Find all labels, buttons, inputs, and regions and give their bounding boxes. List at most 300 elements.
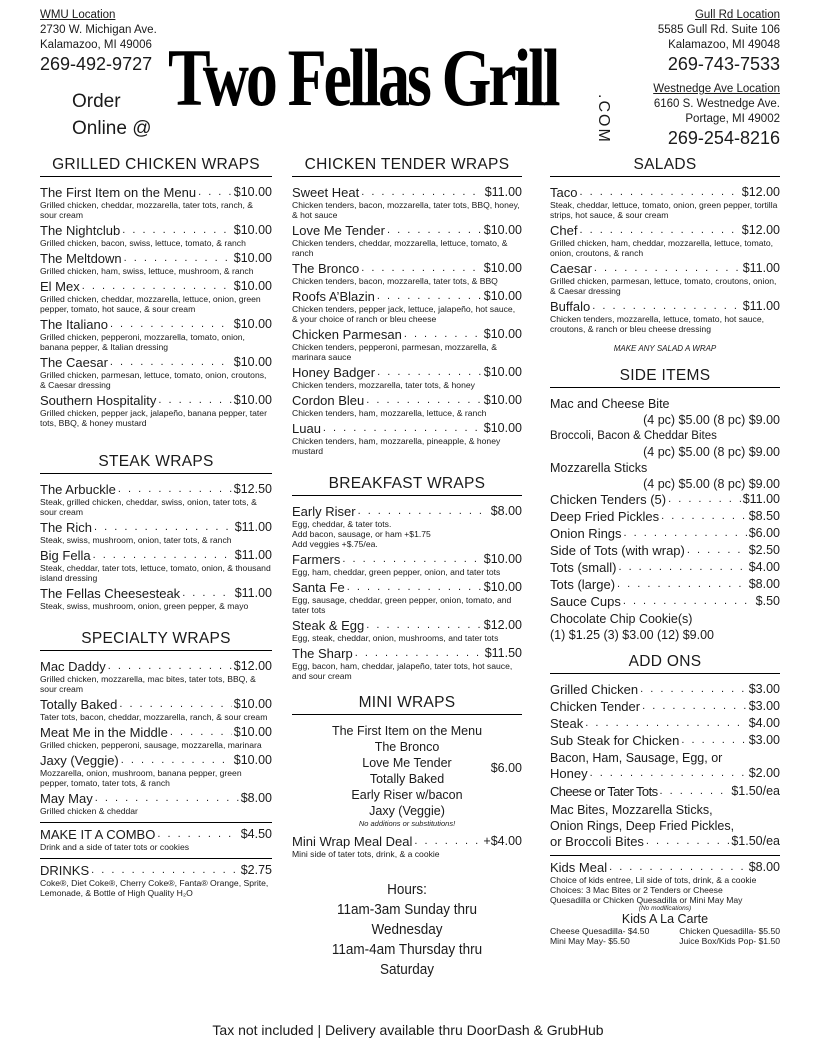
menu-item: [550, 560, 780, 575]
leader-dots: [358, 504, 489, 519]
menu-item-desc: Chicken tenders, pepper jack, lettuce, jalapeño, hot sauce, & your choice of ranch or bleu cheese: [292, 304, 516, 324]
menu-item-name: Steak: [550, 716, 584, 731]
leader-dots: [659, 784, 729, 799]
menu-item-desc: Chicken tenders, cheddar, mozzarella, lettuce, tomato, & ranch: [292, 238, 508, 258]
westnedge-location: [653, 82, 780, 149]
menu-item-name: Southern Hospitality: [40, 393, 157, 408]
menu-item-name: The Fellas Cheesesteak: [40, 586, 181, 601]
menu-item: [40, 791, 272, 816]
addon-cheese: [550, 784, 780, 799]
menu-item-name: Roofs A’Blazin: [292, 289, 375, 304]
menu-item-row: [40, 586, 272, 601]
addon-honey-price: $2.00: [748, 766, 780, 780]
addon-cheese-name: Cheese or Tater Tots: [550, 784, 658, 799]
gull-location-name: Gull Rd Location: [694, 9, 780, 21]
sides-list: [550, 492, 780, 609]
gull-street: 5585 Gull Rd. Suite 106: [657, 24, 780, 36]
menu-item-name: May May: [40, 791, 93, 806]
section-title-mini: MINI WRAPS: [292, 694, 522, 715]
brand-logo: Two Fellas Grill: [168, 32, 558, 123]
gull-phone[interactable]: 269-743-7533: [667, 54, 780, 74]
menu-item-price: $8.00: [240, 791, 272, 805]
menu-item-desc: Egg, ham, cheddar, green pepper, onion, and tater tots: [292, 567, 501, 577]
menu-item-row: [292, 580, 522, 595]
menu-item-price: $10.00: [233, 279, 272, 293]
kids-note: (No modifications): [638, 905, 692, 912]
menu-item: [40, 697, 272, 722]
menu-item-row: [292, 552, 522, 567]
menu-item: [550, 261, 780, 296]
side-name: Mozzarella Sticks: [550, 461, 648, 475]
menu-item: [550, 526, 780, 541]
menu-item: [292, 421, 522, 456]
menu-item-name: The Nightclub: [40, 223, 121, 238]
menu-item-row: [40, 725, 272, 740]
menu-item-name: Tots (small): [550, 560, 617, 575]
menu-item-row: [40, 548, 272, 563]
menu-item-price: $10.00: [483, 261, 522, 275]
menu-item-name: Cordon Bleu: [292, 393, 365, 408]
menu-item: [40, 223, 272, 248]
menu-item-row: [550, 733, 780, 748]
menu-item-desc: Grilled chicken & cheddar: [40, 806, 138, 816]
menu-item: [550, 682, 780, 697]
menu-item-name: Sauce Cups: [550, 594, 621, 609]
menu-item-price: $11.00: [742, 492, 780, 506]
menu-item-price: $12.50: [233, 482, 272, 496]
leader-dots: [618, 560, 746, 575]
menu-item-desc: Egg, sausage, cheddar, green pepper, onion, tomato, and tater tots: [292, 595, 512, 615]
menu-item-name: Tots (large): [550, 577, 616, 592]
carte-item: Mini May May- $5.50: [550, 936, 630, 946]
addon-honey-name: Honey: [550, 766, 588, 781]
menu-item: [550, 594, 780, 609]
menu-item-row: [40, 251, 272, 266]
menu-item-row: [40, 697, 272, 712]
menu-item-desc: Grilled chicken, mozzarella, mac bites, tater tots, BBQ, & sour cream: [40, 674, 256, 694]
leader-dots: [624, 526, 747, 541]
menu-item-row: [292, 289, 522, 304]
leader-dots: [668, 492, 741, 507]
menu-item: [40, 520, 272, 545]
menu-item-desc: Tater tots, bacon, cheddar, mozzarella, ranch, & sour cream: [40, 712, 268, 722]
drinks-price: $2.75: [240, 863, 272, 877]
menu-item-name: Farmers: [292, 552, 341, 567]
menu-item-desc: Chicken tenders, pepperoni, parmesan, mozzarella, & marinara sauce: [292, 342, 497, 362]
menu-item: [40, 753, 272, 788]
meal-deal-item: [292, 834, 522, 859]
steak-list: [40, 482, 272, 611]
leader-dots: [95, 791, 239, 806]
menu-item-desc: Steak, cheddar, tater tots, lettuce, tomato, onion, & thousand island dressing: [40, 563, 271, 583]
menu-item-price: $10.00: [233, 185, 272, 199]
menu-item: [40, 355, 272, 390]
leader-dots: [157, 827, 238, 842]
menu-item: [40, 185, 272, 220]
leader-dots: [609, 860, 747, 875]
leader-dots: [661, 509, 747, 524]
menu-item-price: $8.00: [490, 504, 522, 518]
leader-dots: [108, 659, 232, 674]
menu-item-desc: Mozzarella, onion, mushroom, banana pepper, green pepper, tomato, tater tots, & ranch: [40, 768, 242, 788]
menu-item-row: [40, 185, 272, 200]
leader-dots: [640, 682, 747, 697]
leader-dots: [170, 725, 232, 740]
menu-item-name: Mac Daddy: [40, 659, 106, 674]
addon-cheese-price: $1.50/ea: [731, 784, 780, 798]
order-line-2: Online @: [72, 118, 152, 139]
leader-dots: [579, 223, 739, 238]
menu-item-row: [292, 646, 522, 661]
menu-item-desc: Steak, swiss, mushroom, onion, green pepper, & mayo: [40, 601, 249, 611]
kids-block: [550, 860, 780, 946]
menu-item-row: [550, 560, 780, 575]
menu-item: [550, 699, 780, 714]
leader-dots: [342, 552, 481, 567]
side-name: Broccoli, Bacon & Cheddar Bites: [550, 430, 717, 442]
menu-item: [292, 327, 522, 362]
menu-item-price: $8.00: [748, 577, 780, 591]
carte-item: Cheese Quesadilla- $4.50: [550, 926, 650, 936]
menu-item-price: $10.00: [483, 327, 522, 341]
menu-item: [40, 725, 272, 750]
leader-dots: [355, 646, 483, 661]
leader-dots: [414, 834, 481, 849]
menu-item-price: $11.00: [234, 520, 272, 534]
mini-wrap-item: Early Riser w/bacon: [351, 788, 463, 802]
mini-wrap-note: No additions or substitutions!: [358, 819, 456, 828]
menu-item-price: $10.00: [233, 697, 272, 711]
menu-item-row: [40, 753, 272, 768]
menu-item-name: The Arbuckle: [40, 482, 116, 497]
menu-item-row: [550, 577, 780, 592]
leader-dots: [377, 365, 482, 380]
menu-item-price: $10.00: [233, 223, 272, 237]
leader-dots: [687, 543, 747, 558]
westnedge-location-name: Westnedge Ave Location: [653, 83, 780, 95]
menu-item-name: Deep Fried Pickles: [550, 509, 660, 524]
column-right: [550, 156, 780, 946]
menu-item-desc: Egg, bacon, ham, cheddar, jalapeño, tater tots, hot sauce, and sour cream: [292, 661, 513, 681]
menu-item: [40, 393, 272, 428]
side-name: Mac and Cheese Bite: [550, 397, 670, 411]
column-middle: [292, 156, 522, 980]
hours-block: [304, 880, 511, 980]
menu-item-row: [40, 393, 272, 408]
leader-dots: [366, 393, 481, 408]
hours-title: Hours:: [387, 881, 427, 898]
menu-item-name: Chicken Tender: [550, 699, 641, 714]
combo-desc: Drink and a side of tater tots or cookies: [40, 842, 190, 852]
menu-item-desc: Grilled chicken, ham, cheddar, mozzarella, lettuce, tomato, onion, croutons, & ranch: [550, 238, 774, 258]
drinks-desc: Coke®, Diet Coke®, Cherry Coke®, Fanta® Orange, Sprite, Lemonade, & Bottle of High Quality H₂O: [40, 878, 269, 898]
menu-item-row: [40, 279, 272, 294]
menu-item-name: The Meltdown: [40, 251, 122, 266]
menu-item-price: $10.00: [483, 223, 522, 237]
leader-dots: [110, 317, 232, 332]
footer: Tax not included | Delivery available thru DoorDash & GrubHub: [212, 1022, 604, 1038]
wmu-location: [40, 8, 157, 75]
menu-item-name: Meat Me in the Middle: [40, 725, 168, 740]
gull-city: Kalamazoo, MI 49048: [668, 39, 780, 51]
menu-item: [292, 618, 522, 643]
leader-dots: [198, 185, 232, 200]
menu-item-desc: Steak, swiss, mushroom, onion, tater tots, & ranch: [40, 535, 232, 545]
menu-item-price: $12.00: [483, 618, 522, 632]
combo-name: MAKE IT A COMBO: [40, 827, 156, 842]
menu-item-row: [292, 504, 522, 519]
section-title-chicken-tender: CHICKEN TENDER WRAPS: [292, 156, 522, 177]
side-multi-list: [550, 396, 780, 492]
menu-item-name: The Caesar: [40, 355, 108, 370]
menu-item-price: $12.00: [741, 185, 780, 199]
menu-item-row: [550, 509, 780, 524]
leader-dots: [585, 716, 746, 731]
wmu-city: Kalamazoo, MI 49006: [40, 39, 152, 51]
menu-item-row: [550, 594, 780, 609]
menu-item-desc: Chicken tenders, mozzarella, lettuce, tomato, hot sauce, croutons, & ranch or bleu cheese dressing: [550, 314, 764, 334]
menu-item-name: Buffalo: [550, 299, 591, 314]
menu-item: [550, 492, 780, 507]
menu-item-row: [550, 492, 780, 507]
leader-dots: [122, 223, 232, 238]
leader-dots: [124, 251, 232, 266]
menu-item-price: $10.00: [233, 317, 272, 331]
carte-item: Chicken Quesadilla- $5.50: [679, 926, 780, 936]
cookie-sizes: (1) $1.25 (3) $3.00 (12) $9.00: [550, 628, 714, 642]
leader-dots: [592, 299, 740, 314]
leader-dots: [617, 577, 747, 592]
menu-item-price: $11.00: [234, 586, 272, 600]
wmu-phone[interactable]: 269-492-9727: [40, 54, 153, 74]
leader-dots: [377, 289, 482, 304]
menu-item-name: Onion Rings: [550, 526, 622, 541]
specialty-list: [40, 659, 272, 816]
menu-item-extra: Add veggies +$.75/ea.: [292, 539, 378, 549]
leader-dots: [82, 279, 232, 294]
menu-item-name: The First Item on the Menu: [40, 185, 197, 200]
mini-wrap-item: Love Me Tender: [362, 756, 452, 770]
section-title-sides: SIDE ITEMS: [550, 367, 780, 388]
menu-item-row: [40, 659, 272, 674]
menu-item-row: [292, 261, 522, 276]
addon-broccoli-name: or Broccoli Bites: [550, 834, 644, 849]
menu-item: [550, 716, 780, 731]
menu-item-name: Grilled Chicken: [550, 682, 639, 697]
combo-item: [40, 827, 272, 852]
leader-dots: [646, 834, 729, 849]
menu-item-price: $10.00: [233, 355, 272, 369]
menu-item: [40, 482, 272, 517]
menu-item-price: $11.00: [742, 299, 780, 313]
menu-item-name: Chicken Tenders (5): [550, 492, 667, 507]
divider: [40, 822, 272, 823]
menu-item: [40, 659, 272, 694]
leader-dots: [579, 185, 739, 200]
section-title-specialty: SPECIALTY WRAPS: [40, 630, 272, 651]
menu-item-row: [40, 482, 272, 497]
menu-item-name: Big Fella: [40, 548, 91, 563]
menu-item: [550, 299, 780, 334]
leader-dots: [118, 482, 232, 497]
menu-item: [40, 548, 272, 583]
leader-dots: [158, 393, 231, 408]
menu-item-price: $3.00: [748, 733, 780, 747]
menu-item-desc: Egg, steak, cheddar, onion, mushrooms, and tater tots: [292, 633, 499, 643]
addon-broccoli-price: $1.50/ea: [731, 834, 780, 848]
menu-item-price: $11.50: [484, 646, 522, 660]
menu-item-name: Santa Fe: [292, 580, 345, 595]
section-title-steak: STEAK WRAPS: [40, 453, 272, 474]
menu-item-desc: Steak, grilled chicken, cheddar, swiss, onion, tater tots, & sour cream: [40, 497, 257, 517]
menu-item-extra: Add bacon, sausage, or ham +$1.75: [292, 529, 431, 539]
menu-item: [550, 509, 780, 524]
menu-item: [292, 580, 522, 615]
menu-item-name: Love Me Tender: [292, 223, 385, 238]
leader-dots: [590, 766, 747, 781]
leader-dots: [182, 586, 233, 601]
menu-item-price: $12.00: [233, 659, 272, 673]
menu-item-name: Chicken Parmesan: [292, 327, 402, 342]
menu-item: [40, 586, 272, 611]
leader-dots: [93, 548, 233, 563]
westnedge-phone[interactable]: 269-254-8216: [667, 128, 780, 148]
mini-wraps-block: [292, 723, 522, 859]
order-line-1: Order: [72, 91, 121, 112]
mini-wrap-item: Totally Baked: [369, 772, 445, 786]
menu-item: [292, 261, 522, 286]
order-online: [72, 88, 152, 142]
menu-item: [550, 577, 780, 592]
addon-mac-line: Onion Rings, Deep Fried Pickles,: [550, 819, 735, 833]
wmu-street: 2730 W. Michigan Ave.: [40, 24, 157, 36]
mini-wrap-item: The Bronco: [374, 740, 440, 754]
menu-item-price: $10.00: [483, 421, 522, 435]
menu-item: [292, 365, 522, 390]
breakfast-list: [292, 504, 522, 681]
menu-item-desc: Grilled chicken, parmesan, lettuce, tomato, onion, croutons, & Caesar dressing: [40, 370, 267, 390]
menu-item-row: [292, 365, 522, 380]
menu-item: [550, 185, 780, 220]
menu-item-desc: Chicken tenders, ham, mozzarella, pineapple, & honey mustard: [292, 436, 501, 456]
kids-desc: Choices: 3 Mac Bites or 2 Tenders or Cheese: [550, 885, 723, 895]
leader-dots: [623, 594, 754, 609]
menu-item-price: $4.00: [748, 716, 780, 730]
addon-broccoli: [550, 834, 780, 849]
side-sizes: (4 pc) $5.00 (8 pc) $9.00: [643, 445, 780, 459]
menu-item-row: [292, 618, 522, 633]
menu-item-name: Taco: [550, 185, 578, 200]
menu-item-row: [292, 393, 522, 408]
menu-item-row: [40, 317, 272, 332]
menu-item-row: [40, 791, 272, 806]
menu-item-row: [550, 526, 780, 541]
menu-item-name: Sweet Heat: [292, 185, 360, 200]
hours-line: 11am-3am Sunday thru Wednesday: [336, 901, 478, 938]
menu-item-name: El Mex: [40, 279, 80, 294]
wmu-location-name: WMU Location: [40, 9, 116, 21]
menu-item-row: [550, 223, 780, 238]
menu-item-row: [550, 543, 780, 558]
menu-item-price: $12.00: [741, 223, 780, 237]
menu-item: [550, 543, 780, 558]
menu-item-name: The Rich: [40, 520, 93, 535]
menu-item: [292, 289, 522, 324]
kids-name: Kids Meal: [550, 860, 608, 875]
menu-item-desc: Chicken tenders, bacon, mozzarella, tater tots, & BBQ: [292, 276, 498, 286]
menu-item-price: $10.00: [483, 580, 522, 594]
leader-dots: [681, 733, 746, 748]
menu-item: [550, 733, 780, 748]
menu-item-desc: Egg, cheddar, & tater tots.: [292, 519, 392, 529]
salad-note: MAKE ANY SALAD A WRAP: [613, 344, 717, 353]
leader-dots: [642, 699, 747, 714]
menu-item-row: [292, 327, 522, 342]
menu-item-price: $11.00: [484, 185, 522, 199]
menu-item-desc: Grilled chicken, cheddar, mozzarella, lettuce, onion, green pepper, tomato, hot sauce, & sour cream: [40, 294, 261, 314]
leader-dots: [323, 421, 482, 436]
menu-item-price: $.50: [755, 594, 780, 608]
column-left: [40, 156, 272, 901]
westnedge-street: 6160 S. Westnedge Ave.: [653, 98, 780, 110]
kids-desc: Quesadilla or Chicken Quesadilla or Mini May May: [550, 895, 743, 905]
menu-item: [40, 279, 272, 314]
menu-item-row: [292, 421, 522, 436]
side-sizes: (4 pc) $5.00 (8 pc) $9.00: [643, 477, 780, 491]
menu-item-desc: Chicken tenders, mozzarella, tater tots, & honey: [292, 380, 475, 390]
leader-dots: [387, 223, 482, 238]
menu-item-desc: Grilled chicken, cheddar, mozzarella, tater tots, ranch, & sour cream: [40, 200, 254, 220]
menu-item-row: [40, 223, 272, 238]
leader-dots: [366, 618, 481, 633]
menu-item-row: [550, 699, 780, 714]
addon-honey: [550, 766, 780, 781]
menu-item-name: Sub Steak for Chicken: [550, 733, 680, 748]
menu-item-row: [40, 520, 272, 535]
meal-deal-name: Mini Wrap Meal Deal: [292, 834, 413, 849]
grilled-chicken-list: [40, 185, 272, 428]
addons-list: [550, 682, 780, 748]
brand-domain: .COM: [595, 94, 612, 144]
menu-item-price: $8.50: [748, 509, 780, 523]
menu-item-price: $11.00: [234, 548, 272, 562]
leader-dots: [361, 185, 482, 200]
menu-item-name: The Bronco: [292, 261, 360, 276]
section-title-salads: SALADS: [550, 156, 780, 177]
menu-item: [292, 646, 522, 681]
menu-item-price: $3.00: [748, 682, 780, 696]
menu-item-row: [550, 299, 780, 314]
menu-item: [40, 251, 272, 276]
mini-wrap-price: $6.00: [490, 761, 522, 775]
menu-item-row: [550, 716, 780, 731]
menu-item-desc: Grilled chicken, ham, swiss, lettuce, mushroom, & ranch: [40, 266, 254, 276]
leader-dots: [361, 261, 482, 276]
section-title-addons: ADD ONS: [550, 653, 780, 674]
menu-item-name: Totally Baked: [40, 697, 118, 712]
side-sizes: (4 pc) $5.00 (8 pc) $9.00: [643, 413, 780, 427]
cookie-name: Chocolate Chip Cookie(s): [550, 612, 693, 626]
menu-item-price: $10.00: [233, 251, 272, 265]
menu-item: [292, 504, 522, 549]
menu-item-name: Chef: [550, 223, 578, 238]
menu-item-desc: Grilled chicken, pepperoni, sausage, mozzarella, marinara: [40, 740, 262, 750]
addon-bacon-line: Bacon, Ham, Sausage, Egg, or: [550, 751, 723, 765]
kids-desc: Choice of kids entree, Lil side of tots, drink, & a cookie: [550, 875, 757, 885]
leader-dots: [404, 327, 482, 342]
menu-item-price: $2.50: [748, 543, 780, 557]
menu-item-price: $10.00: [483, 365, 522, 379]
